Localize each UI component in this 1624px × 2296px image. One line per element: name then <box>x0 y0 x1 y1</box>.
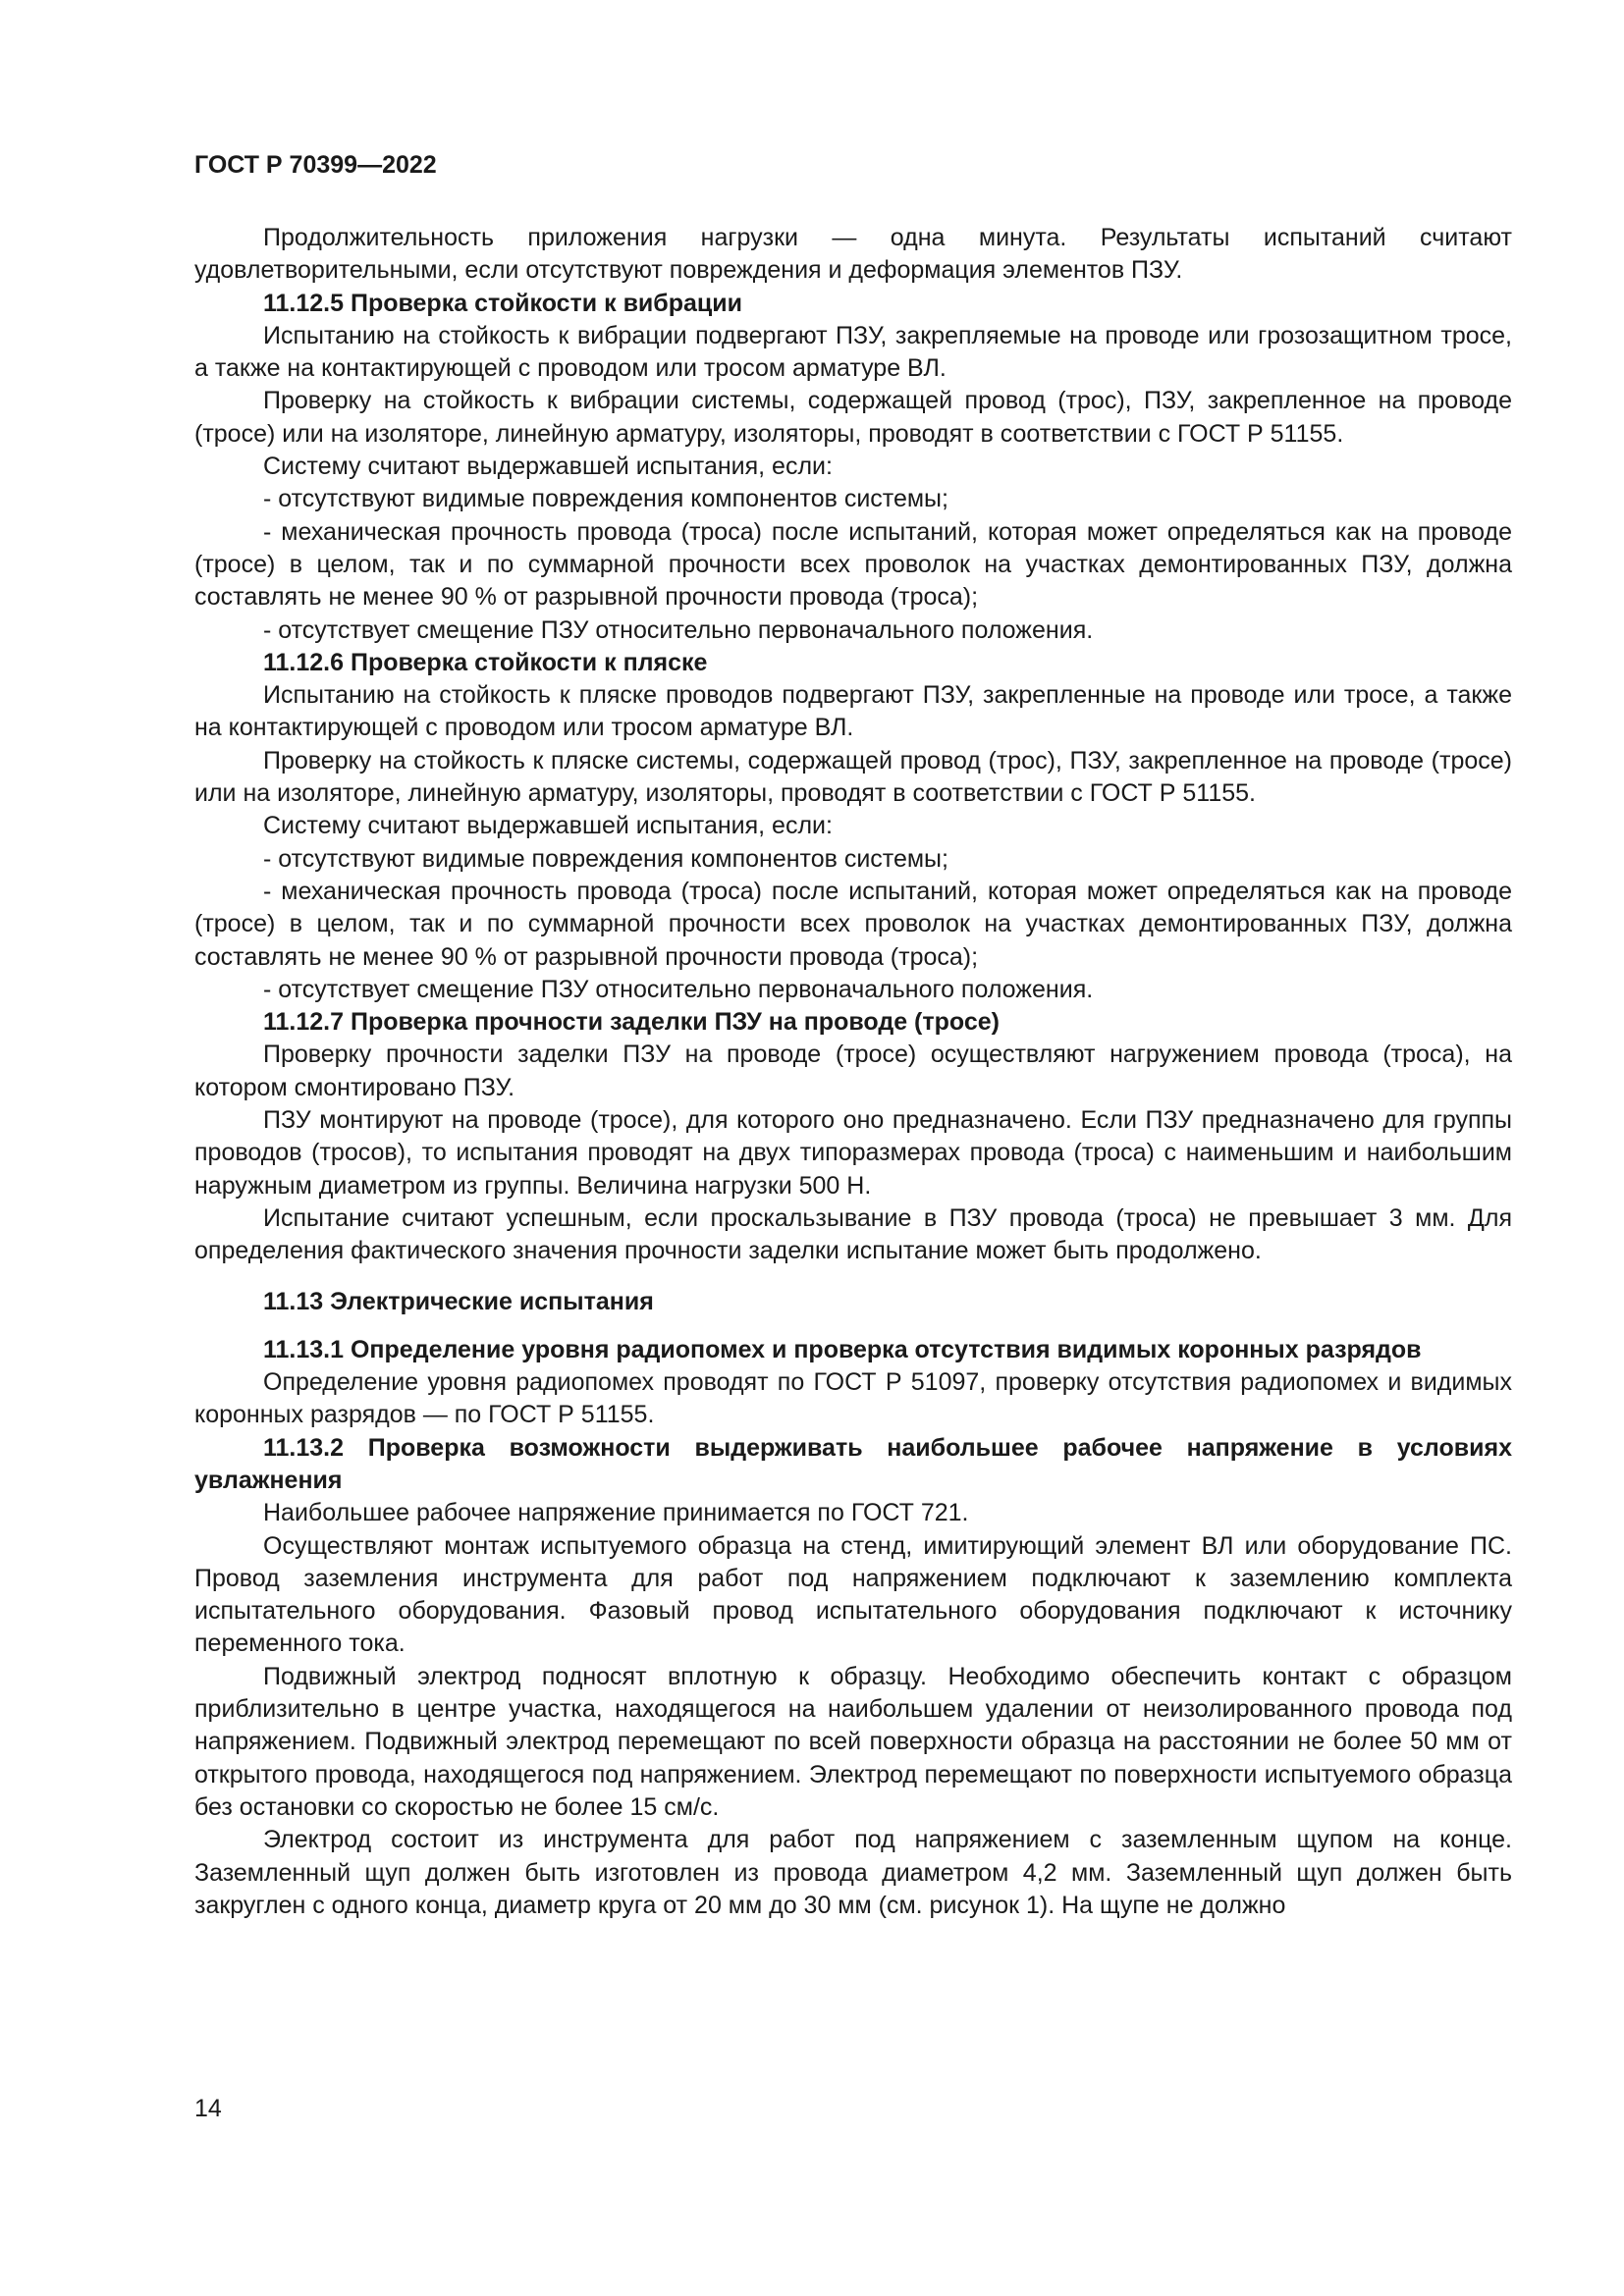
paragraph: - механическая прочность провода (троса) после испытаний, которая может определяться как на проводе (тросе) в целом, так и по суммарной прочности всех проволок на участках демонтированных ПЗУ, должна составлять не менее 90 % от разрывной прочности провода (троса); <box>194 877 1512 971</box>
section-heading: 11.13.2 Проверка возможности выдерживать наибольшее рабочее напряжение в условиях увлажнения <box>194 1433 1512 1494</box>
page-number: 14 <box>194 2095 222 2122</box>
paragraph: Определение уровня радиопомех проводят по ГОСТ Р 51097, проверку отсутствия радиопомех и видимых коронных разрядов — по ГОСТ Р 51155. <box>194 1368 1512 1429</box>
paragraph: Подвижный электрод подносят вплотную к образцу. Необходимо обеспечить контакт с образцом приблизительно в центре участка, находящегося на наибольшем удалении от неизолированного провода под напряжением. Подвижный электрод перемещают по всей поверхности образца на расстоянии не более 50 мм от открытого провода, находящегося под напряжением. Электрод перемещают по поверхности испытуемого образца без остановки со скоростью не более 15 см/с. <box>194 1662 1512 1821</box>
paragraph: Продолжительность приложения нагрузки — одна минута. Результаты испытаний считают удовлетворительными, если отсутствуют повреждения и деформация элементов ПЗУ. <box>194 224 1512 285</box>
paragraph: - отсутствуют видимые повреждения компонентов системы; <box>263 485 948 513</box>
paragraph: Систему считают выдержавшей испытания, если: <box>263 453 833 481</box>
section-heading: 11.13 Электрические испытания <box>263 1287 654 1315</box>
section-heading: 11.12.7 Проверка прочности заделки ПЗУ на проводе (тросе) <box>263 1008 1000 1037</box>
section-heading: 11.12.6 Проверка стойкости к пляске <box>263 648 708 676</box>
paragraph: - отсутствуют видимые повреждения компонентов системы; <box>263 844 948 873</box>
paragraph: - механическая прочность провода (троса) после испытаний, которая может определяться как на проводе (тросе) в целом, так и по суммарной прочности всех проволок на участках демонтированных ПЗУ, должна составлять не менее 90 % от разрывной прочности провода (троса); <box>194 517 1512 612</box>
section-heading: 11.12.5 Проверка стойкости к вибрации <box>263 289 743 317</box>
paragraph: Осуществляют монтаж испытуемого образца на стенд, имитирующий элемент ВЛ или оборудование ПС. Провод заземления инструмента для работ под напряжением подключают к заземлению комплекта испытательного оборудования. Фазовый провод испытательного оборудования подключают к источнику переменного тока. <box>194 1531 1512 1658</box>
paragraph: Испытание считают успешным, если проскальзывание в ПЗУ провода (троса) не превышает 3 мм. Для определения фактического значения прочности заделки испытание может быть продолжено. <box>194 1203 1512 1265</box>
document-header: ГОСТ Р 70399—2022 <box>194 151 437 179</box>
section-heading: 11.13.1 Определение уровня радиопомех и проверка отсутствия видимых коронных разрядов <box>263 1335 1422 1363</box>
paragraph: Электрод состоит из инструмента для работ под напряжением с заземленным щупом на конце. Заземленный щуп должен быть изготовлен из провода диаметром 4,2 мм. Заземленный щуп должен быть закруглен с одного конца, диаметр круга от 20 мм до 30 мм (см. рисунок 1). На щупе не должно <box>194 1826 1512 1919</box>
paragraph: Проверку на стойкость к вибрации системы, содержащей провод (трос), ПЗУ, закрепленное на проводе (тросе) или на изоляторе, линейную арматуру, изоляторы, проводят в соответствии с ГОСТ Р 51155. <box>194 387 1512 448</box>
paragraph: ПЗУ монтируют на проводе (тросе), для которого оно предназначено. Если ПЗУ предназначено для группы проводов (тросов), то испытания проводят на двух типоразмерах провода (троса) с наименьшим и наибольшим наружным диаметром из группы. Величина нагрузки 500 Н. <box>194 1106 1512 1200</box>
paragraph: Наибольшее рабочее напряжение принимается по ГОСТ 721. <box>263 1499 969 1527</box>
paragraph: Проверку на стойкость к пляске системы, содержащей провод (трос), ПЗУ, закрепленное на проводе (тросе) или на изоляторе, линейную арматуру, изоляторы, проводят в соответствии с ГОСТ Р 51155. <box>194 746 1512 808</box>
paragraph: Проверку прочности заделки ПЗУ на проводе (тросе) осуществляют нагружением провода (троса), на котором смонтировано ПЗУ. <box>194 1041 1512 1101</box>
paragraph: Испытанию на стойкость к пляске проводов подвергают ПЗУ, закрепленные на проводе или тросе, а также на контактирующей с проводом или тросом арматуре ВЛ. <box>194 681 1512 742</box>
document-body <box>194 222 1512 1922</box>
paragraph: - отсутствует смещение ПЗУ относительно первоначального положения. <box>263 615 1094 644</box>
paragraph: - отсутствует смещение ПЗУ относительно первоначального положения. <box>263 975 1094 1003</box>
paragraph: Испытанию на стойкость к вибрации подвергают ПЗУ, закрепляемые на проводе или грозозащитном тросе, а также на контактирующей с проводом или тросом арматуре ВЛ. <box>194 321 1512 383</box>
paragraph: Систему считают выдержавшей испытания, если: <box>263 812 833 840</box>
